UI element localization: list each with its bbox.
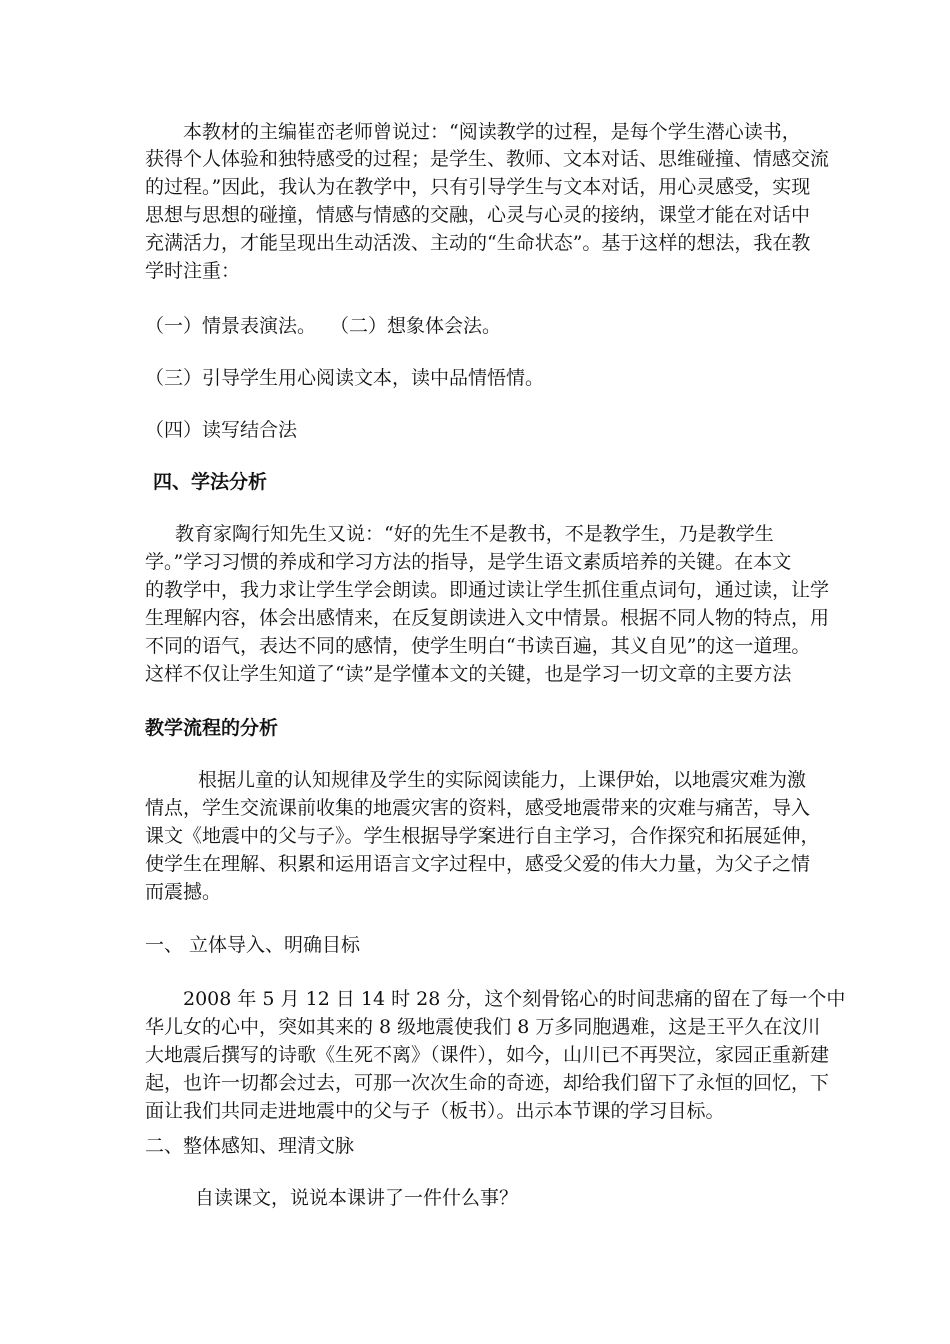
section4-line-2: 学。”学习习惯的养成和学习方法的指导，是学生语文素质培养的关键。在本文 bbox=[145, 551, 792, 573]
section4-line-6: 这样不仅让学生知道了“读”是学懂本文的关键，也是学习一切文章的主要方法 bbox=[145, 663, 792, 685]
section4-line-5: 不同的语气，表达不同的感情，使学生明白“书读百遍，其义自见”的这一道理。 bbox=[145, 635, 811, 657]
method-4: （四）读写结合法 bbox=[145, 419, 298, 441]
intro-line-4: 思想与思想的碰撞，情感与情感的交融，心灵与心灵的接纳，课堂才能在对话中 bbox=[145, 204, 811, 226]
step1-line-4: 起，也许一切都会过去，可那一次次生命的奇迹，却给我们留下了永恒的回忆，下 bbox=[145, 1072, 830, 1094]
step1-line-2: 华儿女的心中，突如其来的 8 级地震使我们 8 万多同胞遇难，这是王平久在汶川 bbox=[145, 1016, 821, 1038]
flow-line-3: 课文《地震中的父与子》。学生根据导学案进行自主学习，合作探究和拓展延伸， bbox=[145, 825, 820, 847]
section-heading-study-method: 四、学法分析 bbox=[153, 471, 268, 493]
section4-line-4: 生理解内容，体会出感情来，在反复朗读进入文中情景。根据不同人物的特点，用 bbox=[145, 607, 830, 629]
flow-line-1: 根据儿童的认知规律及学生的实际阅读能力，上课伊始，以地震灾难为激 bbox=[198, 769, 807, 791]
flow-line-2: 情点，学生交流课前收集的地震灾害的资料，感受地震带来的灾难与痛苦，导入 bbox=[145, 797, 811, 819]
method-3: （三）引导学生用心阅读文本，读中品情悟情。 bbox=[145, 367, 545, 389]
step2-heading: 二、整体感知、理清文脉 bbox=[145, 1135, 355, 1157]
step1-line-5: 面让我们共同走进地震中的父与子（板书）。出示本节课的学习目标。 bbox=[145, 1100, 725, 1122]
intro-line-5: 充满活力，才能呈现出生动活泼、主动的“生命状态”。基于这样的想法，我在教 bbox=[145, 232, 811, 254]
step1-line-1: 2008 年 5 月 12 日 14 时 28 分，这个刻骨铭心的时间悲痛的留在了每一个中 bbox=[183, 988, 846, 1010]
method-2: （二）想象体会法。 bbox=[330, 315, 502, 337]
method-1: （一）情景表演法。 bbox=[145, 315, 317, 337]
intro-line-1: 本教材的主编崔峦老师曾说过：“阅读教学的过程，是每个学生潜心读书， bbox=[183, 121, 801, 143]
section4-line-1: 教育家陶行知先生又说：“好的先生不是教书，不是教学生，乃是教学生 bbox=[175, 523, 774, 545]
intro-line-6: 学时注重： bbox=[145, 260, 241, 282]
intro-line-2: 获得个人体验和独特感受的过程；是学生、教师、文本对话、思维碰撞、情感交流 bbox=[145, 148, 830, 170]
step1-heading: 一、 立体导入、明确目标 bbox=[145, 934, 361, 956]
section-heading-teaching-flow: 教学流程的分析 bbox=[145, 717, 279, 739]
intro-line-3: 的过程。”因此，我认为在教学中，只有引导学生与文本对话，用心灵感受，实现 bbox=[145, 176, 811, 198]
flow-line-4: 使学生在理解、积累和运用语言文字过程中，感受父爱的伟大力量，为父子之情 bbox=[145, 853, 811, 875]
flow-line-5: 而震撼。 bbox=[145, 881, 222, 903]
step2-line-1: 自读课文，说说本课讲了一件什么事？ bbox=[195, 1187, 519, 1209]
step1-line-3: 大地震后撰写的诗歌《生死不离》（课件），如今，山川已不再哭泣，家园正重新建 bbox=[145, 1044, 830, 1066]
section4-line-3: 的教学中，我力求让学生学会朗读。即通过读让学生抓住重点词句，通过读，让学 bbox=[145, 579, 830, 601]
